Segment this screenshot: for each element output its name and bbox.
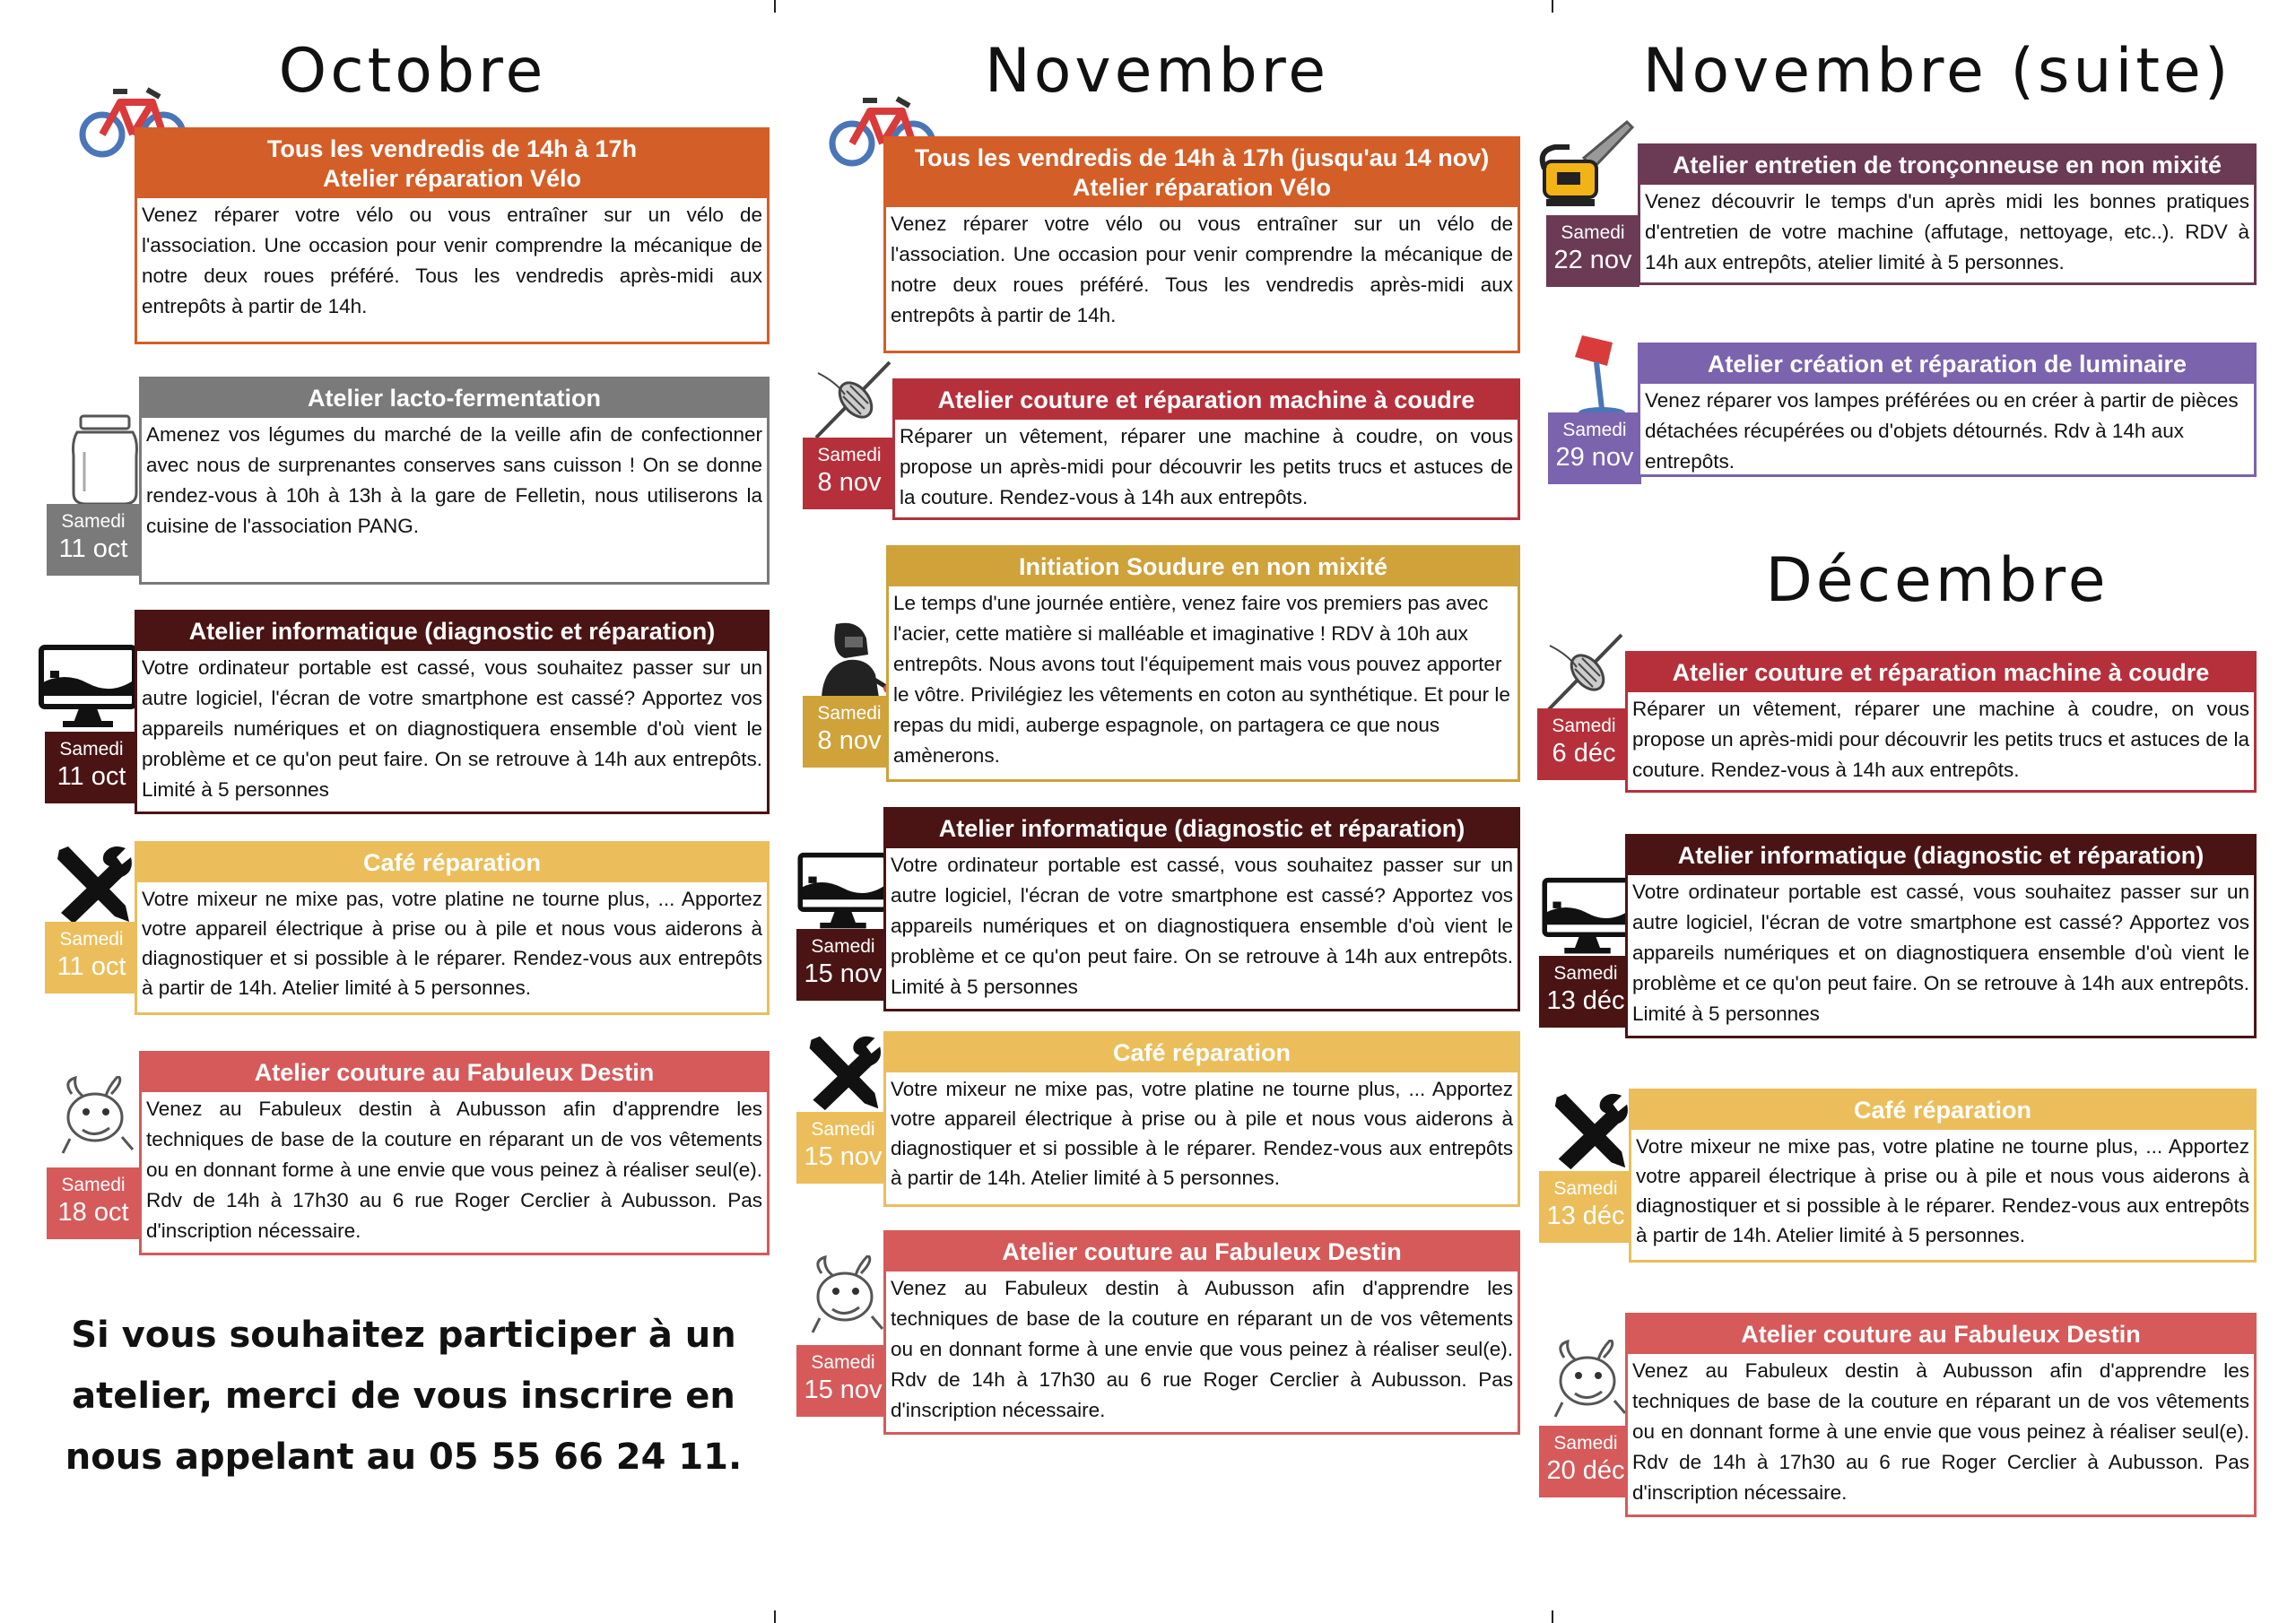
event-title: Café réparation	[1853, 1097, 2032, 1124]
event-informatique-novembre	[883, 807, 1520, 1011]
fold-mark	[774, 0, 776, 13]
event-description: Venez découvrir le temps d'un après midi les bonnes pratiques d'entretien de votre machine (affutage, nettoyage, etc..). RDV à 14h aux entrepôts, atelier limité à 5 personnes.	[1645, 189, 2249, 273]
chainsaw-icon	[1537, 115, 1636, 213]
event-title: Atelier couture et réparation machine à coudre	[937, 386, 1475, 413]
event-initiation-soudure	[886, 545, 1520, 782]
event-couture-machine-decembre	[1625, 651, 2257, 793]
event-header	[1631, 1091, 2254, 1130]
wrench-screwdriver-icon	[1544, 1089, 1632, 1173]
fold-mark	[1552, 1610, 1553, 1623]
event-header	[137, 130, 767, 198]
event-date: 15 nov	[804, 1376, 883, 1405]
event-description: Venez au Fabuleux destin à Aubusson afin d'apprendre les techniques de base de la couture en réparant un de vos vêtements ou en donnant forme à une envie que vous peinez à réaliser seul(e). Rdv de 14h à 17h30 au 6 rue Roger Cerclier à Aubusson. Pas d'inscription nécessaire.	[1632, 1358, 2249, 1504]
event-title: Atelier réparation Vélo	[1072, 173, 1332, 201]
event-date-badge	[1548, 412, 1641, 484]
event-day: Samedi	[1553, 1433, 1618, 1454]
event-date-badge	[47, 1167, 140, 1239]
event-date: 29 nov	[1555, 443, 1634, 473]
event-date-badge	[45, 732, 138, 803]
event-header	[886, 1034, 1518, 1072]
event-title: Atelier couture au Fabuleux Destin	[1741, 1321, 2141, 1348]
event-date-badge	[45, 922, 138, 994]
event-title: Atelier couture au Fabuleux Destin	[1002, 1238, 1402, 1265]
event-cafe-reparation-decembre	[1629, 1089, 2257, 1263]
event-header	[1628, 1315, 2254, 1354]
event-schedule: Tous les vendredis de 14h à 17h	[266, 135, 638, 162]
event-description: Venez au Fabuleux destin à Aubusson afin d'apprendre les techniques de base de la couture en réparant un de vos vêtements ou en donnant forme à une envie que vous peinez à réaliser seul(e). Rdv de 14h à 17h30 au 6 rue Roger Cerclier à Aubusson. Pas d'inscription nécessaire.	[146, 1097, 762, 1242]
event-date-badge	[1546, 215, 1639, 287]
month-title-novembre: Novembre	[984, 36, 1330, 107]
event-description: Réparer un vêtement, réparer une machine à coudre, on vous propose un après-midi pour découvrir les petits trucs et astuces de la couture. Rendez-vous à 14h aux entrepôts.	[1632, 697, 2249, 781]
wrench-screwdriver-icon	[47, 841, 136, 927]
event-description: Votre ordinateur portable est cassé, vous souhaitez passer sur un autre logiciel, l'écran de votre smartphone est cassé? Apportez vos appareils numériques et on diagnostiquera ensemble d'où vient le problème et ce qu'on peut faire. On se retrouve à 14h aux entrepôts. Limité à 5 personnes	[891, 853, 1513, 998]
event-title: Atelier réparation Vélo	[322, 164, 582, 192]
event-title: Atelier informatique (diagnostic et réparation)	[938, 815, 1465, 842]
month-title-decembre: Décembre	[1765, 545, 2109, 616]
event-header	[142, 379, 767, 418]
event-description: Votre ordinateur portable est cassé, vous souhaitez passer sur un autre logiciel, l'écran de votre smartphone est cassé? Apportez vos appareils numériques et on diagnostiquera ensemble d'où vient le problème et ce qu'on peut faire. On se retrouve à 14h aux entrepôts. Limité à 5 personnes	[142, 655, 762, 801]
event-date: 13 déc	[1546, 986, 1625, 1016]
event-title: Initiation Soudure en non mixité	[1018, 553, 1387, 580]
event-day: Samedi	[59, 739, 124, 759]
event-title: Atelier lacto-fermentation	[307, 385, 602, 412]
event-cafe-reparation-novembre	[883, 1031, 1520, 1207]
goat-mascot-icon	[1548, 1340, 1631, 1420]
event-day: Samedi	[61, 511, 126, 532]
wrench-screwdriver-icon	[798, 1031, 886, 1114]
event-date: 15 nov	[804, 959, 883, 989]
event-velo-novembre	[883, 136, 1520, 353]
event-header	[137, 612, 767, 651]
event-date: 8 nov	[817, 726, 882, 756]
event-description: Votre mixeur ne mixe pas, votre platine ne tourne plus, ... Apportez votre appareil électrique à prise ou à pile et nous vous aiderons à diagnostiquer et si possible à le réparer. Rendez-vous aux entrepôts à partir de 14h. Atelier limité à 5 personnes.	[891, 1077, 1513, 1189]
event-header	[137, 844, 767, 882]
event-couture-fabuleux-destin-novembre	[883, 1230, 1520, 1435]
event-description: Votre ordinateur portable est cassé, vous souhaitez passer sur un autre logiciel, l'écran de votre smartphone est cassé? Apportez vos appareils numériques et on diagnostiquera ensemble d'où vient le problème et ce qu'on peut faire. On se retrouve à 14h aux entrepôts. Limité à 5 personnes	[1632, 880, 2249, 1025]
lamp-icon	[1562, 330, 1634, 420]
event-lacto-fermentation	[139, 377, 770, 585]
event-header	[142, 1054, 767, 1092]
event-description: Venez réparer votre vélo ou vous entraîner sur un vélo de l'association. Une occasion pour venir comprendre la mécanique de notre deux roues préféré. Tous les vendredis après-midi aux entrepôts à partir de 14h.	[142, 203, 762, 317]
event-header	[889, 548, 1518, 586]
event-header	[1628, 654, 2254, 692]
event-day: Samedi	[1561, 222, 1625, 243]
event-couture-machine-novembre	[892, 378, 1520, 520]
jar-icon	[65, 411, 145, 509]
event-date-badge	[1539, 1426, 1632, 1497]
event-date-badge	[796, 1112, 890, 1184]
event-date: 6 déc	[1552, 739, 1616, 768]
event-couture-fabuleux-destin-octobre	[139, 1051, 770, 1255]
event-informatique-decembre	[1625, 834, 2257, 1038]
event-day: Samedi	[1553, 963, 1618, 984]
event-header	[886, 139, 1518, 207]
event-date: 18 oct	[57, 1198, 129, 1228]
welder-icon	[809, 619, 897, 701]
event-date-badge	[1539, 1171, 1632, 1243]
event-description: Venez réparer votre vélo ou vous entraîner sur un vélo de l'association. Une occasion pour venir comprendre la mécanique de notre deux roues préféré. Tous les vendredis après-midi aux entrepôts à partir de 14h.	[891, 212, 1513, 326]
event-day: Samedi	[811, 1352, 875, 1373]
event-date-badge	[1537, 708, 1631, 780]
event-date: 11 oct	[57, 952, 126, 982]
event-title: Atelier couture et réparation machine à coudre	[1672, 659, 2210, 686]
event-description: Venez au Fabuleux destin à Aubusson afin d'apprendre les techniques de base de la couture en réparant un de vos vêtements ou en donnant forme à une envie que vous peinez à réaliser seul(e). Rdv de 14h à 17h30 au 6 rue Roger Cerclier à Aubusson. Pas d'inscription nécessaire.	[891, 1276, 1513, 1421]
event-description: Le temps d'une journée entière, venez faire vos premiers pas avec l'acier, cette matière si malléable et imaginative ! RDV à 10h aux entrepôts. Nous avons tout l'équipement mais vous pouvez apporter le vôtre. Privilégiez les vêtements en coton au synthétique. Et pour le repas du midi, auberge espagnole, on partagera ce que nous amènerons.	[893, 591, 1510, 767]
event-day: Samedi	[817, 703, 882, 724]
event-date-badge	[47, 504, 140, 576]
month-title-octobre: Octobre	[278, 36, 547, 107]
event-title: Atelier informatique (diagnostic et réparation)	[188, 618, 716, 645]
fold-mark	[1552, 0, 1553, 13]
event-description: Votre mixeur ne mixe pas, votre platine ne tourne plus, ... Apportez votre appareil électrique à prise ou à pile et nous vous aiderons à diagnostiquer et si possible à le réparer. Rendez-vous aux entrepôts à partir de 14h. Atelier limité à 5 personnes.	[1636, 1134, 2249, 1246]
event-header	[1628, 837, 2254, 875]
goat-mascot-icon	[805, 1255, 888, 1336]
event-title: Atelier création et réparation de luminaire	[1707, 351, 2187, 378]
event-header	[895, 381, 1518, 420]
event-date-badge	[796, 1345, 890, 1417]
event-day: Samedi	[811, 1119, 875, 1140]
event-schedule: Tous les vendredis de 14h à 17h (jusqu'au 14 nov)	[914, 144, 1490, 171]
event-header	[1640, 345, 2254, 384]
event-entretien-tronconneuse	[1638, 143, 2257, 285]
needle-thread-icon	[1541, 628, 1627, 717]
event-date-badge	[803, 696, 896, 768]
event-velo-octobre	[135, 127, 770, 344]
event-title: Atelier couture au Fabuleux Destin	[254, 1059, 655, 1086]
event-description: Venez réparer vos lampes préférées ou en créer à partir de pièces détachées récupérées ou d'objets détournés. Rdv à 14h aux entrepôts.	[1645, 388, 2239, 473]
event-day: Samedi	[61, 1175, 126, 1195]
event-day: Samedi	[1552, 716, 1616, 736]
event-title: Café réparation	[362, 849, 542, 876]
goat-mascot-icon	[56, 1076, 138, 1157]
event-date-badge	[796, 929, 890, 1001]
computer-icon	[796, 852, 890, 933]
fold-mark	[774, 1610, 776, 1623]
event-title: Atelier informatique (diagnostic et réparation)	[1677, 842, 2205, 869]
event-date: 8 nov	[817, 468, 882, 498]
event-date: 11 oct	[57, 762, 126, 792]
month-title-novembre-suite: Novembre (suite)	[1642, 36, 2232, 107]
event-day: Samedi	[817, 445, 882, 465]
event-date: 13 déc	[1546, 1202, 1625, 1231]
event-date: 15 nov	[804, 1142, 883, 1172]
registration-call-to-action: Si vous souhaitez participer à un atelier, merci de vous inscrire en nous appelant au 05 55 66 24 11.	[65, 1315, 743, 1478]
event-header	[886, 810, 1518, 848]
event-creation-luminaire	[1638, 343, 2257, 477]
event-header	[886, 1233, 1518, 1271]
event-description: Amenez vos légumes du marché de la veille afin de confectionner avec nous de surprenantes conserves sans cuisson ! On se donne rendez-vous à 10h à 13h à la gare de Felletin, nous utiliserons la cuisine de l'association PANG.	[146, 422, 762, 537]
event-date: 22 nov	[1553, 246, 1632, 275]
event-description: Votre mixeur ne mixe pas, votre platine ne tourne plus, ... Apportez votre appareil électrique à prise ou à pile et nous vous aiderons à diagnostiquer et si possible à le réparer. Rendez-vous aux entrepôts à partir de 14h. Atelier limité à 5 personnes.	[142, 887, 762, 999]
event-cafe-reparation-octobre	[135, 841, 770, 1015]
event-date-badge	[803, 438, 896, 509]
event-header	[1640, 146, 2254, 185]
event-date: 20 déc	[1546, 1456, 1625, 1486]
event-couture-fabuleux-destin-decembre	[1625, 1313, 2257, 1517]
event-title: Café réparation	[1112, 1039, 1292, 1066]
event-date-badge	[1539, 956, 1632, 1028]
event-day: Samedi	[811, 936, 875, 957]
needle-thread-icon	[809, 355, 895, 445]
computer-icon	[1541, 877, 1634, 958]
event-day: Samedi	[1553, 1178, 1618, 1199]
event-day: Samedi	[1562, 420, 1627, 440]
event-description: Réparer un vêtement, réparer une machine à coudre, on vous propose un après-midi pour découvrir les petits trucs et astuces de la couture. Rendez-vous à 14h aux entrepôts.	[900, 424, 1513, 508]
event-day: Samedi	[59, 929, 124, 950]
event-date: 11 oct	[58, 534, 128, 564]
event-title: Atelier entretien de tronçonneuse en non mixité	[1672, 152, 2222, 178]
event-informatique-octobre	[135, 610, 770, 814]
computer-icon	[38, 644, 138, 732]
